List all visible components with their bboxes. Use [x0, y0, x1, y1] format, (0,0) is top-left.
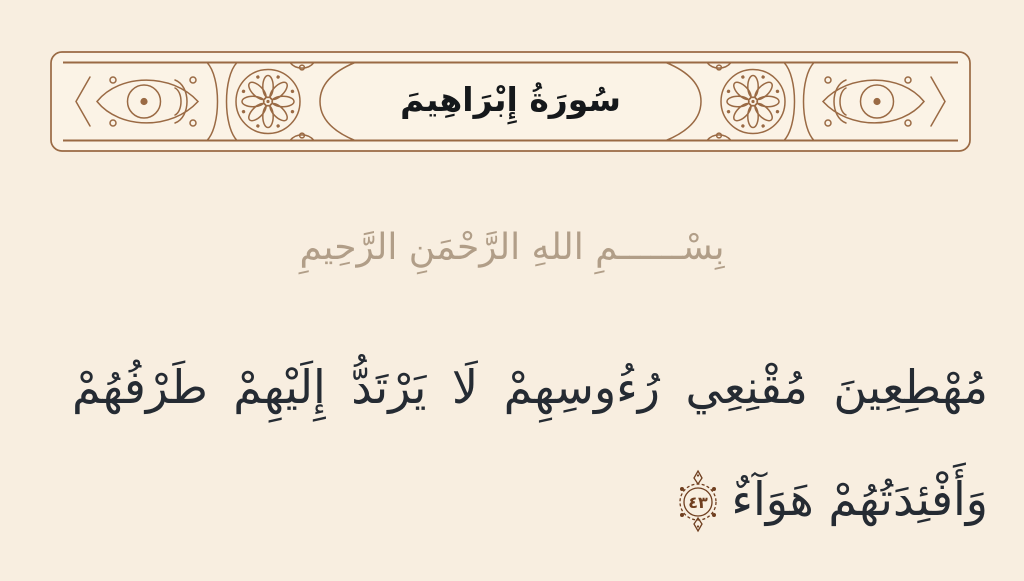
verse-line-2-text: وَأَفْئِدَتُهُمْ هَوَآءٌ	[731, 472, 988, 526]
verse-number: ٤٣	[688, 493, 709, 512]
verse-line-2	[72, 446, 988, 552]
bismillah-text: بِسْــــــمِ اللهِ الرَّحْمَنِ الرَّحِيمِ	[299, 227, 725, 268]
surah-title: سُورَةُ إِبْرَاهِيمَ	[400, 80, 621, 119]
verse-text-block	[72, 330, 988, 552]
surah-header-banner	[50, 51, 971, 152]
verse-number-medallion	[675, 469, 721, 533]
medallion-top-finial-icon	[694, 471, 702, 484]
verse-line-1: مُهْطِعِينَ مُقْنِعِي رُءُوسِهِمْ لَا يَرْتَدُّ إِلَيْهِمْ طَرْفُهُمْ	[72, 360, 988, 414]
